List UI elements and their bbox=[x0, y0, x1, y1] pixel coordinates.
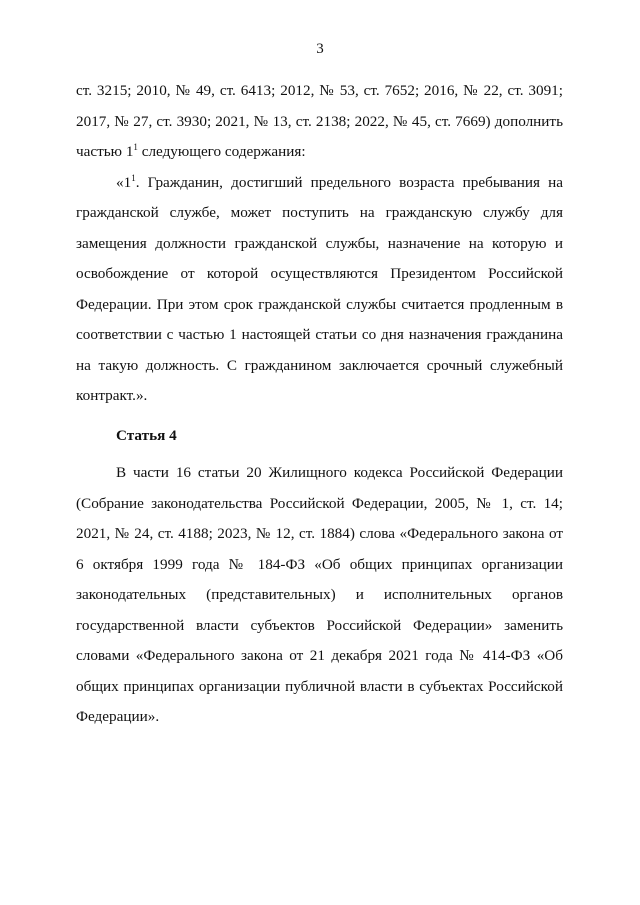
new-part-number: «1 bbox=[116, 173, 132, 191]
new-part-text: . Гражданин, достигший предельного возраста пребывания на гражданской службе, может поступить на гражданскую службу для замещения должности гражданской службы, назначение на которую и освобождение от которой осуществляются Президентом Российской Федерации. При этом срок гражданской службы считается продленным в соответствии с частью 1 настоящей статьи со дня назначения гражданина на такую должность. С гражданином заключается срочный служебный контракт.». bbox=[76, 173, 563, 404]
article-4-heading: Статья 4 bbox=[116, 426, 177, 444]
superscript-marker: 1 bbox=[133, 142, 138, 152]
amendment-intro-text: ст. 3215; 2010, № 49, ст. 6413; 2012, № 53, ст. 7652; 2016, № 22, ст. 3091; 2017, № 27, ст. 3930; 2021, № 13, ст. 2138; 2022, № 45, ст. 7669) дополнить частью 1 bbox=[76, 82, 563, 160]
paragraph-amendment-intro bbox=[76, 76, 563, 168]
page-number: 3 bbox=[316, 41, 324, 57]
document-body bbox=[76, 76, 563, 733]
amendment-intro-text-end: следующего содержания: bbox=[137, 143, 306, 160]
superscript-marker: 1 bbox=[131, 172, 136, 183]
paragraph-new-part bbox=[76, 168, 563, 412]
article-4-body: В части 16 статьи 20 Жилищного кодекса Российской Федерации (Собрание законодательства Российской Федерации, 2005, № 1, ст. 14; 2021, № 24, ст. 4188; 2023, № 12, ст. 1884) слова «Федерального закона от 6 октября 1999 года № 184-ФЗ «Об общих принципах организации законодательных (представительных) и исполнительных органов государственной власти субъектов Российской Федерации» заменить словами «Федерального закона от 21 декабря 2021 года № 414-ФЗ «Об общих принципах организации публичной власти в субъектах Российской Федерации». bbox=[76, 464, 563, 725]
